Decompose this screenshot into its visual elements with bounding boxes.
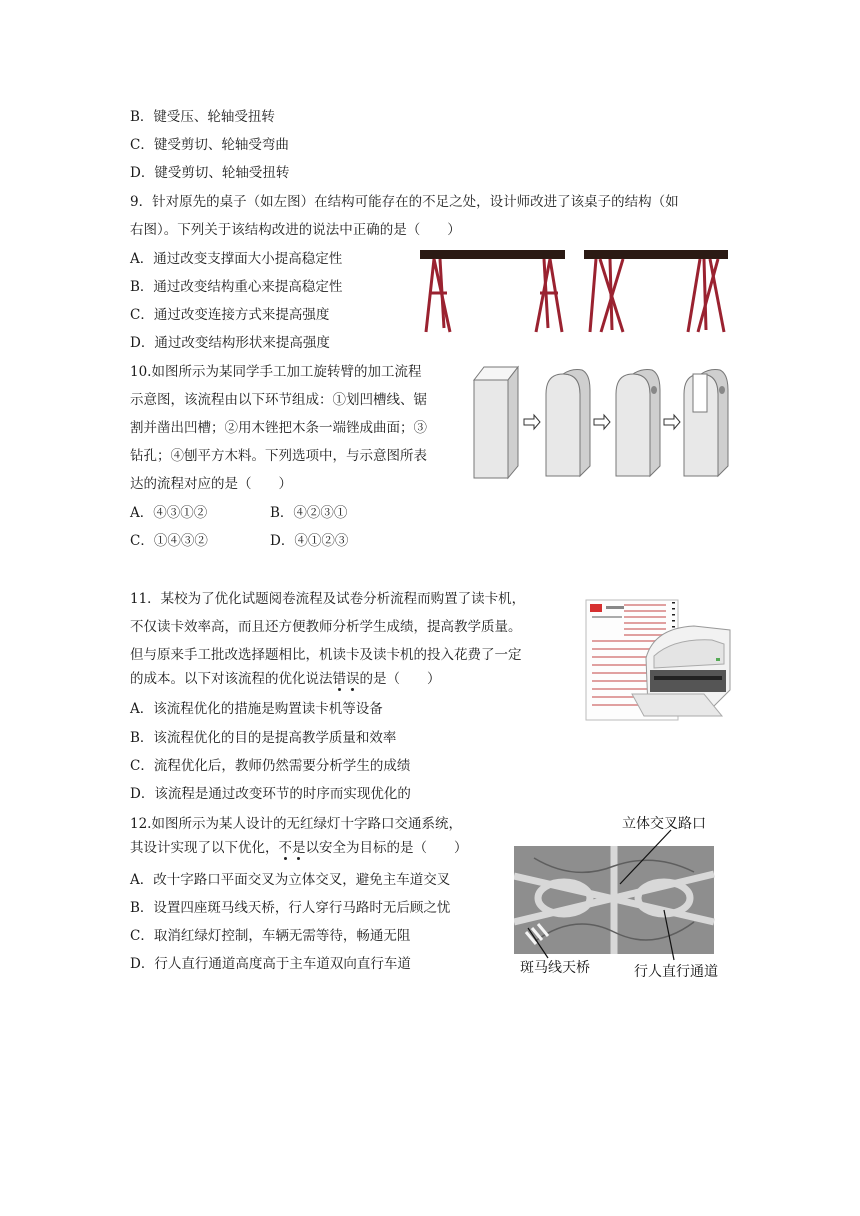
q9-stem-line2: 右图）。下列关于该结构改进的说法中正确的是（ ） (130, 222, 461, 238)
step-square-block (474, 367, 518, 478)
q10-option-b: B．④②③① (270, 505, 348, 521)
q11-stem-line3: 但与原来手工批改选择题相比，机读卡及读卡机的投入花费了一定 (130, 647, 522, 663)
q10-stem-line5: 达的流程对应的是（ ） (130, 476, 292, 492)
step-curved-end (546, 370, 590, 477)
q9-stem-line1: 9．针对原先的桌子（如左图）在结构可能存在的不足之处，设计师改进了该桌子的结构（如 (130, 194, 679, 210)
label-overpass: 立体交叉路口 (622, 816, 706, 832)
q12-option-c: C．取消红绿灯控制，车辆无需等待，畅通无阻 (130, 928, 411, 944)
q11-stem-line1: 11．某校为了优化试题阅卷流程及试卷分析流程而购置了读卡机， (130, 591, 526, 607)
emphasis-char: 是 (292, 840, 306, 856)
q11-stem-line4-suffix: 的是（ ） (359, 671, 441, 687)
card-reader-figure (584, 598, 734, 722)
q12-stem-line2-suffix: 以安全为目标的是（ ） (305, 840, 468, 856)
q11-option-a: A．该流程优化的措施是购置读卡机等设备 (130, 701, 383, 717)
emphasis-char: 错 (332, 671, 346, 687)
label-pedestrian-walkway: 行人直行通道 (634, 964, 718, 980)
q12-option-d: D．行人直行通道高度高于主车道双向直行车道 (130, 956, 411, 972)
improved-table (584, 250, 728, 332)
q12-option-b: B．设置四座斑马线天桥，行人穿行马路时无后顾之忧 (130, 900, 451, 916)
arrow-2 (594, 415, 610, 429)
step-grooved-arm (684, 370, 728, 477)
q9-option-d: D．通过改变结构形状来提高强度 (130, 335, 330, 351)
q10-stem-line1: 10.如图所示为某同学手工加工旋转臂的加工流程 (130, 364, 422, 380)
q11-stem-line4 (130, 669, 441, 689)
step-drilled-hole (616, 370, 660, 477)
q10-stem-line4: 钻孔；④刨平方木料。下列选项中，与示意图所表 (130, 448, 427, 464)
q9-option-b: B．通过改变结构重心来提高稳定性 (130, 279, 343, 295)
q11-option-d: D．该流程是通过改变环节的时序而实现优化的 (130, 786, 411, 802)
q8-option-c: C．键受剪切、轮轴受弯曲 (130, 137, 289, 153)
q10-option-d: D．④①②③ (270, 533, 349, 549)
arrow-1 (524, 415, 540, 429)
q8-option-d: D．键受剪切、轮轴受扭转 (130, 165, 290, 181)
q10-option-c: C．①④③② (130, 533, 208, 549)
interchange-figure (514, 812, 746, 986)
emphasis-char: 误 (346, 671, 360, 687)
process-flow-figure (470, 364, 740, 480)
original-table (420, 250, 565, 332)
q11-stem-line4-prefix: 的成本。以下对该流程的优化说法 (130, 671, 333, 687)
label-zebra-bridge: 斑马线天桥 (520, 960, 590, 976)
q11-option-c: C．流程优化后，教师仍然需要分析学生的成绩 (130, 758, 411, 774)
q11-stem-line2: 不仅读卡效率高，而且还方便教师分析学生成绩，提高教学质量。 (130, 619, 522, 635)
q10-stem-line3: 割并凿出凹槽；②用木锉把木条一端锉成曲面；③ (130, 420, 427, 436)
q12-stem-line2-prefix: 其设计实现了以下优化， (130, 840, 279, 856)
q9-option-a: A．通过改变支撑面大小提高稳定性 (130, 251, 343, 267)
arrow-3 (664, 415, 680, 429)
emphasis-char: 不 (278, 840, 292, 856)
q9-option-c: C．通过改变连接方式来提高强度 (130, 307, 330, 323)
q11-option-b: B．该流程优化的目的是提高教学质量和效率 (130, 730, 397, 746)
tables-figure (418, 248, 730, 336)
q8-option-b: B．键受压、轮轴受扭转 (130, 109, 275, 125)
q12-stem-line1: 12.如图所示为某人设计的无红绿灯十字路口交通系统， (130, 816, 462, 832)
q12-stem-line2 (130, 838, 468, 858)
q10-option-a: A．④③①② (130, 505, 208, 521)
q10-stem-line2: 示意图，该流程由以下环节组成：①划凹槽线、锯 (130, 392, 427, 408)
q12-option-a: A．改十字路口平面交叉为立体交叉，避免主车道交叉 (130, 872, 451, 888)
